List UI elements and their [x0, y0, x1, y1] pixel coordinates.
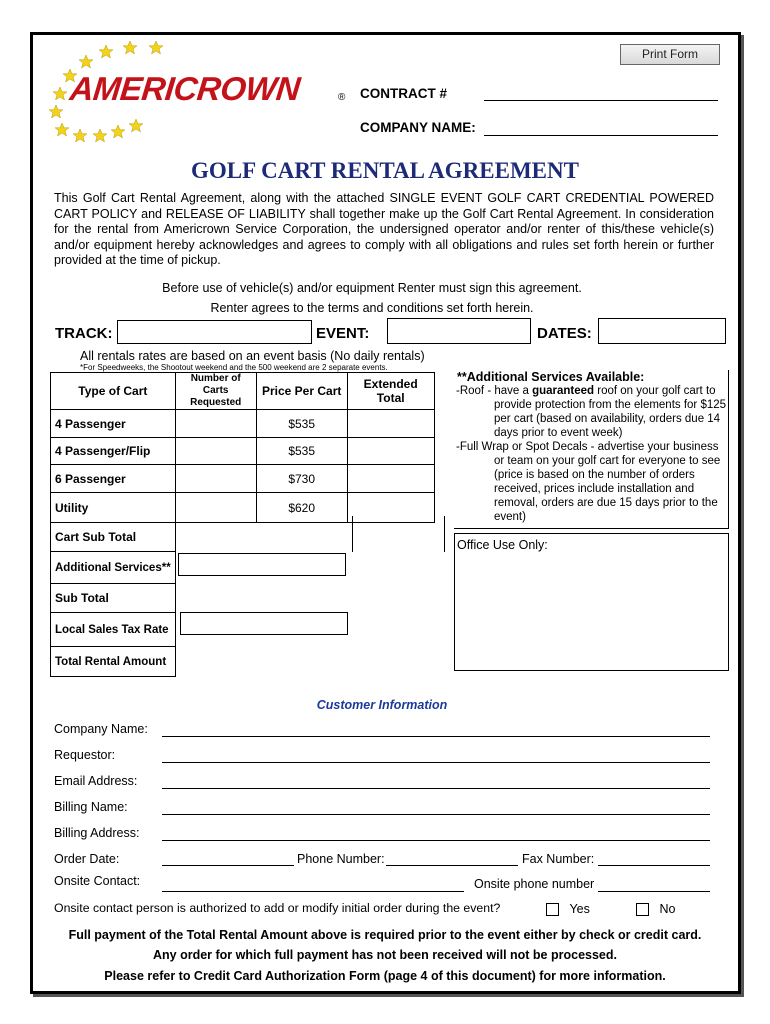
cart-price: $535	[256, 438, 347, 465]
no-checkbox[interactable]	[636, 903, 649, 916]
table-divider	[444, 516, 445, 552]
wrap-service: -Full Wrap or Spot Decals - advertise your business	[456, 441, 719, 453]
fax-field[interactable]	[598, 865, 710, 866]
table-row	[51, 523, 435, 552]
cart-quantity-input[interactable]	[175, 493, 256, 523]
extended-total-cell[interactable]	[347, 465, 434, 493]
requestor-label: Requestor:	[54, 748, 116, 762]
star-icon	[123, 41, 137, 54]
star-icon	[99, 45, 113, 58]
billing-address-label: Billing Address:	[54, 826, 140, 840]
wrap-line: event)	[494, 511, 526, 523]
cart-quantity-input[interactable]	[175, 410, 256, 438]
email-label: Email Address:	[54, 774, 138, 788]
services-title: **Additional Services Available:	[457, 370, 645, 384]
dates-input[interactable]	[598, 318, 726, 344]
roof-text-bold: guaranteed	[532, 385, 595, 397]
local-tax-rate-input[interactable]	[180, 612, 348, 635]
company-name-label: COMPANY NAME:	[360, 120, 476, 135]
local-tax-label: Local Sales Tax Rate	[51, 613, 176, 647]
dates-label: DATES:	[537, 325, 592, 342]
speedweeks-note: *For Speedweeks, the Shootout weekend and the 500 weekend are 2 separate events.	[80, 364, 388, 372]
table-row	[51, 465, 435, 493]
renter-agrees-text: Renter agrees to the terms and conditions set forth herein.	[210, 301, 534, 315]
col-price-header: Price Per Cart	[256, 373, 347, 410]
star-icon	[55, 123, 69, 136]
cart-type: 4 Passenger/Flip	[51, 438, 176, 465]
onsite-contact-field[interactable]	[162, 891, 464, 892]
footer-line: Please refer to Credit Card Authorization Form (page 4 of this document) for more information.	[104, 969, 666, 983]
table-row	[51, 584, 435, 613]
extended-total-cell[interactable]	[347, 493, 434, 523]
cart-quantity-input[interactable]	[175, 438, 256, 465]
contract-label: CONTRACT #	[360, 86, 447, 101]
total-rental-label: Total Rental Amount	[51, 647, 176, 677]
fax-label: Fax Number:	[522, 852, 595, 866]
track-label: TRACK:	[55, 325, 113, 342]
additional-services-label: Additional Services**	[51, 552, 176, 584]
requestor-field[interactable]	[162, 762, 710, 763]
star-icon	[49, 105, 63, 118]
cart-sub-total-value[interactable]	[175, 523, 434, 552]
footer-line: Any order for which full payment has not been received will not be processed.	[153, 948, 617, 962]
track-input[interactable]	[117, 320, 312, 344]
star-icon	[129, 119, 143, 132]
star-icon	[93, 129, 107, 142]
star-icon	[111, 125, 125, 138]
onsite-phone-label: Onsite phone number	[474, 877, 595, 891]
roof-service	[454, 384, 728, 398]
yes-option	[546, 902, 590, 916]
contract-input[interactable]	[484, 100, 718, 101]
billing-name-field[interactable]	[162, 814, 710, 815]
roof-line: per cart (based on availability, orders due 14	[494, 413, 721, 425]
cart-sub-total-label: Cart Sub Total	[51, 523, 176, 552]
office-use-box	[454, 533, 729, 671]
order-date-label: Order Date:	[54, 852, 120, 866]
table-row	[51, 647, 435, 677]
roof-line: provide protection from the elements for $125	[494, 399, 727, 411]
roof-text-pre: -Roof - have a	[456, 385, 533, 397]
logo-wordmark: AMERICROWN	[68, 70, 302, 107]
phone-field[interactable]	[386, 865, 518, 866]
billing-name-label: Billing Name:	[54, 800, 128, 814]
email-field[interactable]	[162, 788, 710, 789]
footer-line: Full payment of the Total Rental Amount above is required prior to the event either by check or credit card.	[68, 928, 702, 942]
registered-mark: ®	[338, 92, 346, 103]
table-row	[51, 410, 435, 438]
event-label: EVENT:	[316, 325, 370, 342]
extended-total-cell[interactable]	[347, 438, 434, 465]
cart-type: 6 Passenger	[51, 465, 176, 493]
col-extended-header: Extended Total	[347, 373, 434, 410]
cart-price: $620	[256, 493, 347, 523]
no-option	[636, 902, 675, 916]
rates-note: All rentals rates are based on an event basis (No daily rentals)	[80, 349, 425, 363]
wrap-line: received, prices include installation and	[494, 483, 695, 495]
col-type-header: Type of Cart	[51, 373, 176, 410]
wrap-line: or team on your golf cart for everyone to see	[494, 455, 721, 467]
print-form-button[interactable]: Print Form	[620, 44, 720, 65]
office-use-label: Office Use Only:	[457, 538, 548, 552]
wrap-line: (price is based on the number of orders	[494, 469, 695, 481]
roof-line: days prior to event week)	[494, 427, 623, 439]
cart-type: Utility	[51, 493, 176, 523]
extended-total-cell[interactable]	[347, 410, 434, 438]
cart-price: $535	[256, 410, 347, 438]
sub-total-label: Sub Total	[51, 584, 176, 613]
yes-label: Yes	[569, 902, 590, 916]
event-input[interactable]	[387, 318, 531, 344]
authorized-question: Onsite contact person is authorized to add or modify initial order during the event?	[54, 901, 501, 915]
cart-type: 4 Passenger	[51, 410, 176, 438]
star-icon	[73, 129, 87, 142]
roof-text-post: roof on your golf cart to	[594, 385, 716, 397]
additional-services-panel	[454, 370, 729, 529]
star-icon	[149, 41, 163, 54]
sub-total-value[interactable]	[175, 584, 434, 613]
customer-info-heading: Customer Information	[316, 698, 448, 712]
yes-checkbox[interactable]	[546, 903, 559, 916]
cart-price: $730	[256, 465, 347, 493]
additional-services-input[interactable]	[178, 553, 346, 576]
total-rental-value[interactable]	[175, 647, 434, 677]
onsite-phone-field[interactable]	[598, 891, 710, 892]
before-use-text: Before use of vehicle(s) and/or equipment Renter must sign this agreement.	[162, 281, 582, 295]
phone-label: Phone Number:	[297, 852, 385, 866]
billing-address-field[interactable]	[162, 840, 710, 841]
company-name-input[interactable]	[484, 135, 718, 136]
intro-paragraph: This Golf Cart Rental Agreement, along with the attached SINGLE EVENT GOLF CART CREDENTIAL POWERED CART POLICY and RELEASE OF LIABILITY shall together make up the Golf Cart Rental Agreement. In consideration for the rental from Americrown Service Corporation, the undersigned operator and/or renter of this/these vehicle(s) and/or equipment hereby acknowledges and agrees to comply with all obligations and rules set forth herein or further provided at the time of pickup.	[54, 191, 714, 268]
star-icon	[79, 55, 93, 68]
company-name-field[interactable]	[162, 736, 710, 737]
page-title: GOLF CART RENTAL AGREEMENT	[191, 158, 579, 183]
table-row	[51, 493, 435, 523]
table-row	[51, 438, 435, 465]
col-number-header: Number of Carts Requested	[175, 373, 256, 410]
table-divider	[352, 516, 353, 552]
cart-quantity-input[interactable]	[175, 465, 256, 493]
wrap-line: removal, orders are due 15 days prior to the	[494, 497, 718, 509]
table-header-row	[51, 373, 435, 410]
company-name-field-label: Company Name:	[54, 722, 148, 736]
onsite-contact-label: Onsite Contact:	[54, 874, 141, 888]
no-label: No	[659, 902, 676, 916]
star-icon	[53, 87, 67, 100]
order-date-field[interactable]	[162, 865, 294, 866]
